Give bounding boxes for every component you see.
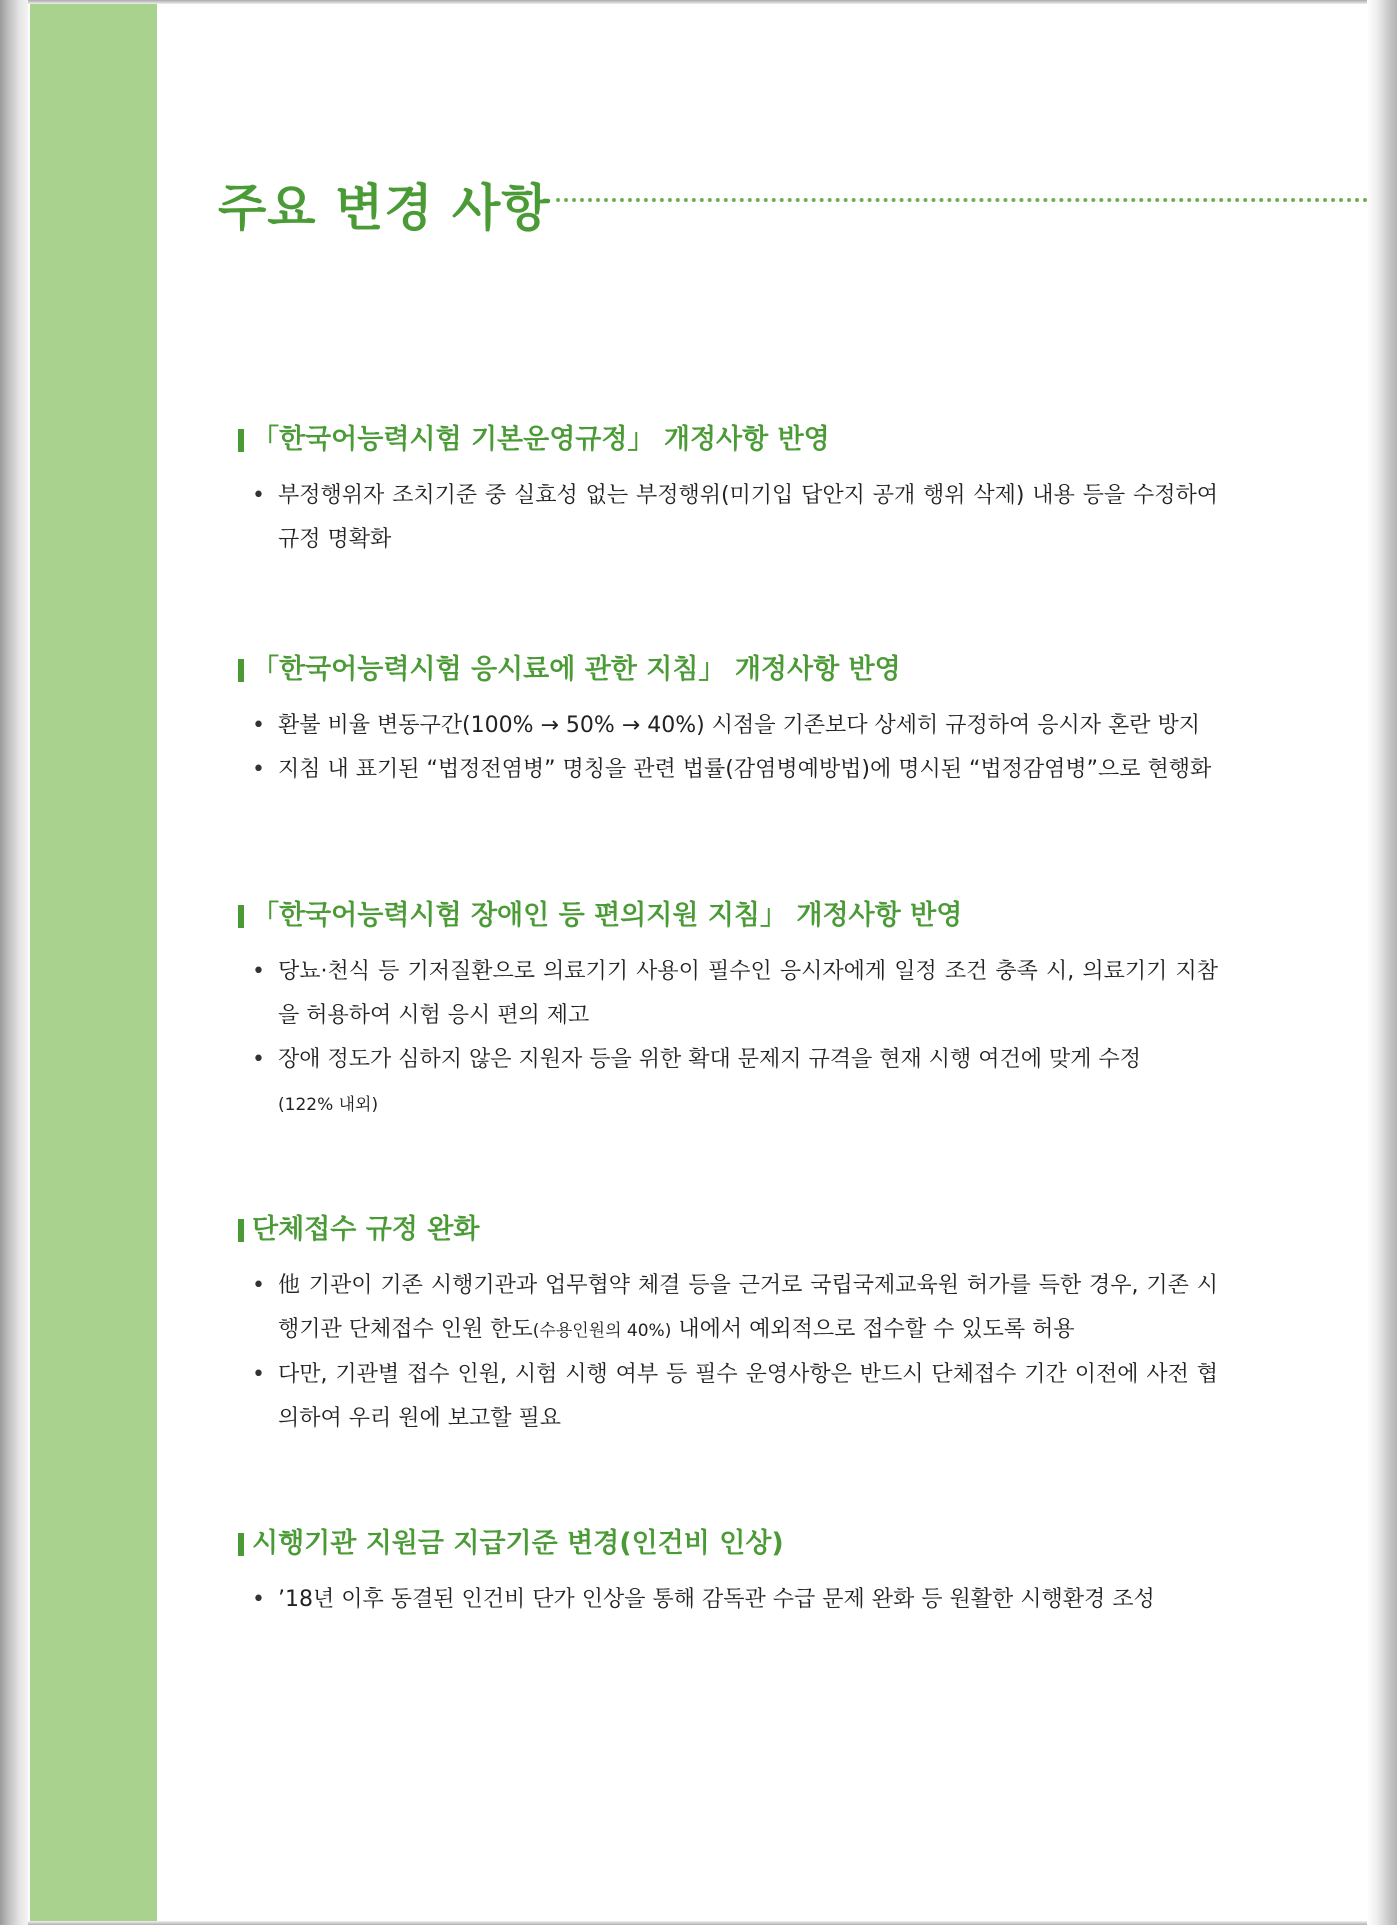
page-top-edge xyxy=(28,0,1397,4)
section-basic-regulation xyxy=(238,422,1218,562)
section-exam-fee xyxy=(238,652,1218,792)
bullet-list xyxy=(238,474,1218,562)
bullet-list xyxy=(238,1578,1218,1622)
section-grant-criteria xyxy=(238,1526,1218,1622)
page-bottom-edge xyxy=(28,1921,1397,1925)
page-left-edge xyxy=(0,0,28,1925)
list-item: • 당뇨·천식 등 기저질환으로 의료기기 사용이 필수인 응시자에게 일정 조건 충족 시, 의료기기 지참을 허용하여 시험 응시 편의 제고 xyxy=(238,950,1218,1038)
bullet-list xyxy=(238,704,1218,792)
list-item: • 환불 비율 변동구간(100% → 50% → 40%) 시점을 기존보다 상세히 규정하여 응시자 혼란 방지 xyxy=(238,704,1218,748)
section-disability-support xyxy=(238,898,1218,1127)
list-item: • 다만, 기관별 접수 인원, 시험 시행 여부 등 필수 운영사항은 반드시 단체접수 기간 이전에 사전 협의하여 우리 원에 보고할 필요 xyxy=(238,1353,1218,1441)
title-dotted-rule xyxy=(556,198,1368,202)
page-right-shadow xyxy=(1367,0,1397,1925)
decorative-side-stripe xyxy=(30,4,157,1921)
list-item xyxy=(238,1264,1218,1353)
list-item-note: (122% 내외) xyxy=(278,1095,379,1115)
list-item-text: 장애 정도가 심하지 않은 지원자 등을 위한 확대 문제지 규격을 현재 시행 여건에 맞게 수정 xyxy=(278,1047,1141,1072)
list-item xyxy=(238,1038,1218,1127)
bullet-list xyxy=(238,950,1218,1127)
list-item-text: 他 기관이 기존 시행기관과 업무협약 체결 등을 근거로 국립국제교육원 허가를 득한 경우, 기존 시행기관 단체접수 인원 한도 xyxy=(278,1273,1218,1342)
list-item: • 지침 내 표기된 “법정전염병” 명칭을 관련 법률(감염병예방법)에 명시된 “법정감염병”으로 현행화 xyxy=(238,748,1218,792)
section-heading: 「한국어능력시험 기본운영규정」 개정사항 반영 xyxy=(238,422,1218,458)
section-heading: 시행기관 지원금 지급기준 변경(인건비 인상) xyxy=(238,1526,1218,1562)
section-heading: 단체접수 규정 완화 xyxy=(238,1212,1218,1248)
list-item: • 부정행위자 조치기준 중 실효성 없는 부정행위(미기입 답안지 공개 행위 삭제) 내용 등을 수정하여 규정 명확화 xyxy=(238,474,1218,562)
section-heading: 「한국어능력시험 응시료에 관한 지침」 개정사항 반영 xyxy=(238,652,1218,688)
bullet-list xyxy=(238,1264,1218,1441)
list-item: • ’18년 이후 동결된 인건비 단가 인상을 통해 감독관 수급 문제 완화 등 원활한 시행환경 조성 xyxy=(238,1578,1218,1622)
section-heading: 「한국어능력시험 장애인 등 편의지원 지침」 개정사항 반영 xyxy=(238,898,1218,934)
page-title: 주요 변경 사항 xyxy=(218,179,551,237)
section-group-registration xyxy=(238,1212,1218,1441)
list-item-inline-note: (수용인원의 40%) xyxy=(532,1321,672,1341)
list-item-tail: 내에서 예외적으로 접수할 수 있도록 허용 xyxy=(671,1317,1075,1342)
